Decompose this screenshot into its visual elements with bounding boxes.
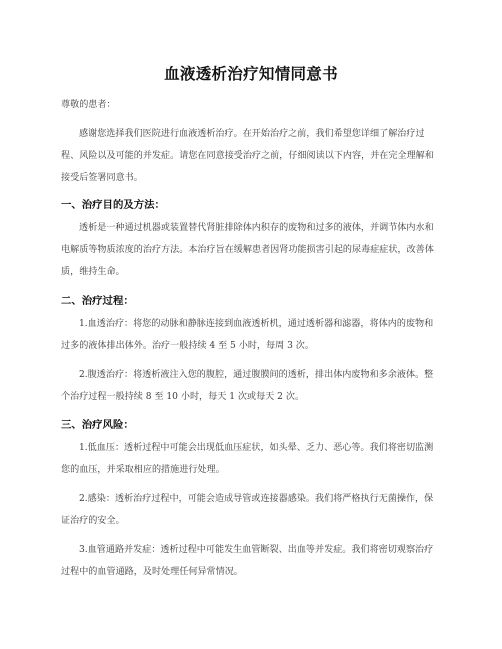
section-paragraph: 3.血管通路并发症：透析过程中可能发生血管断裂、出血等并发症。我们将密切观察治疗过程中的血管通路，及时处理任何异常情况。 (61, 545, 434, 577)
document-title: 血液透析治疗知情同意书 (164, 65, 338, 83)
section-paragraph: 2.感染：透析治疗过程中，可能会造成导管或连接器感染。我们将严格执行无菌操作，保证治疗的安全。 (61, 494, 434, 526)
section-heading-risks: 三、治疗风险： (61, 419, 134, 431)
section-paragraph: 2.腹透治疗：将透析液注入您的腹腔，通过腹膜间的透析，排出体内废物和多余液体。整个治疗过程一般持续 8 至 10 小时，每天 1 次或每天 2 次。 (61, 370, 434, 402)
salutation: 尊敬的患者： (61, 100, 116, 110)
section-heading-process: 二、治疗过程： (61, 295, 134, 307)
section-paragraph: 透析是一种通过机器或装置替代肾脏排除体内积存的废物和过多的液体，并调节体内水和电解质等物质浓度的治疗方法。本治疗旨在缓解患者因肾功能损害引起的尿毒症症状，改善体质，维持生命。 (61, 223, 434, 277)
section-paragraph: 1.血透治疗：将您的动脉和静脉连接到血液透析机，通过透析器和滤器，将体内的废物和过多的液体排出体外。治疗一般持续 4 至 5 小时，每周 3 次。 (61, 319, 434, 351)
section-heading-purpose: 一、治疗目的及方法： (61, 199, 165, 211)
section-paragraph: 1.低血压：透析过程中可能会出现低血压症状，如头晕、乏力、恶心等。我们将密切监测您的血压，并采取相应的措施进行处理。 (61, 443, 434, 475)
intro-paragraph: 感谢您选择我们医院进行血液透析治疗。在开始治疗之前，我们希望您详细了解治疗过程、风险以及可能的并发症。请您在同意接受治疗之前，仔细阅读以下内容，并在完全理解和接受后签署同意书。 (61, 129, 434, 183)
